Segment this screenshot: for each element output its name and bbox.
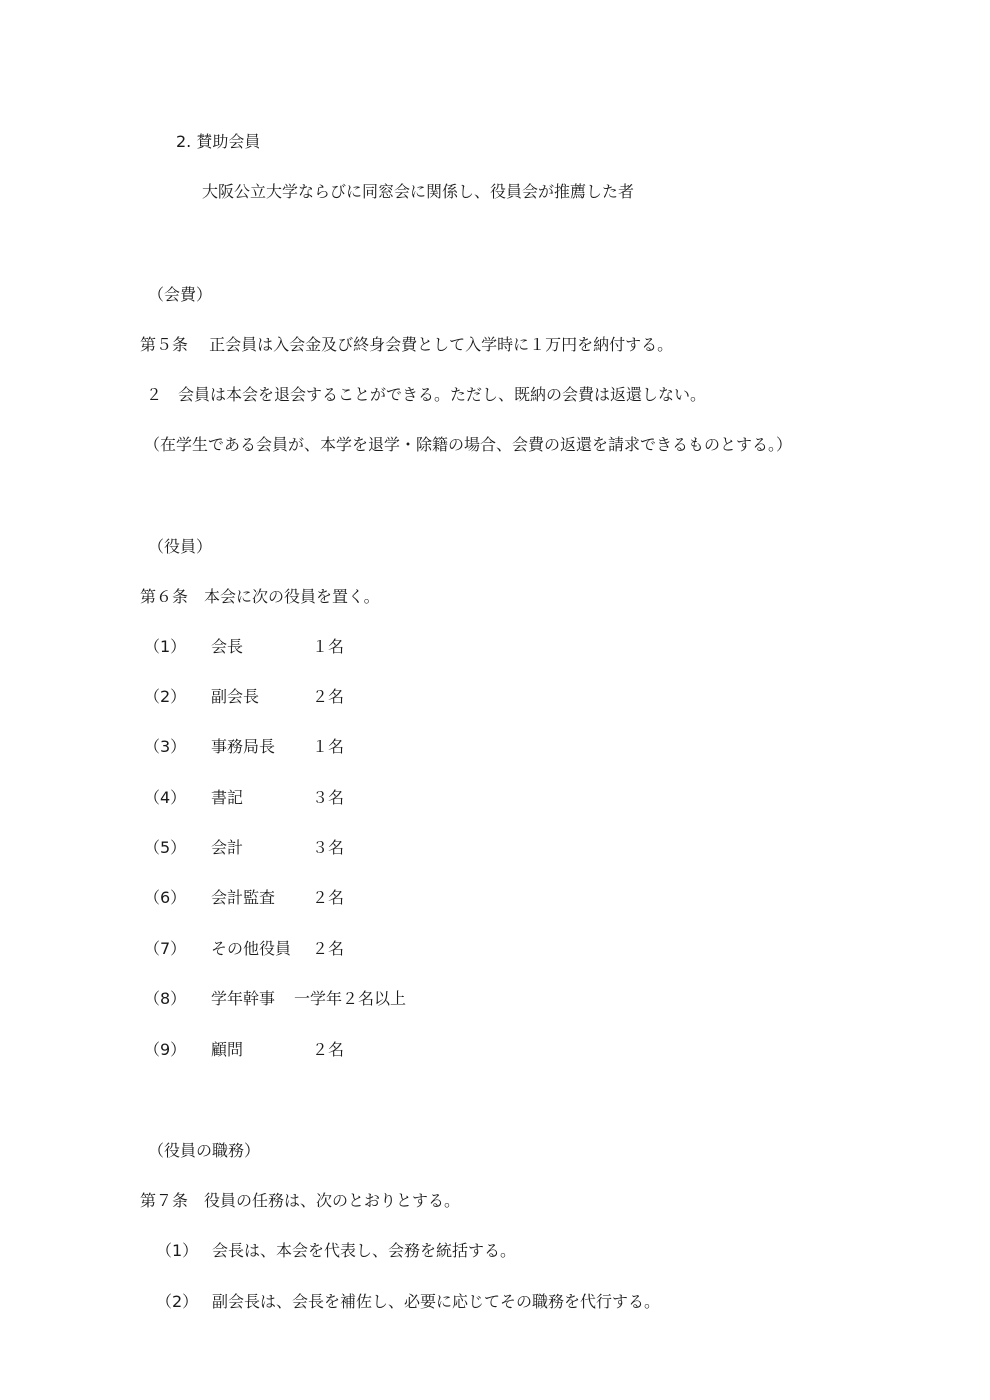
officer-count: １名 (312, 737, 345, 756)
fees-heading: （会費） (148, 285, 213, 304)
officers-heading: （役員） (148, 537, 213, 556)
fees-note: （在学生である会員が、本学を退学・除籍の場合、会費の返還を請求できるものとする。） (144, 435, 793, 454)
officer-number: （2） (144, 687, 187, 706)
officer-count: １名 (312, 637, 345, 656)
article-7: 第７条 役員の任務は、次のとおりとする。 (140, 1191, 461, 1210)
article-6: 第６条 本会に次の役員を置く。 (140, 587, 380, 606)
officer-number: （8） (144, 989, 187, 1008)
officer-count: ２名 (312, 1040, 345, 1059)
officer-count: ３名 (312, 838, 345, 857)
officer-count: ３名 (312, 788, 345, 807)
officer-number: （4） (144, 788, 187, 807)
officer-role: 会計監査 (211, 888, 276, 907)
article-5-clause-2: ２ 会員は本会を退会することができる。ただし、既納の会費は返還しない。 (146, 385, 707, 404)
officer-count: ２名 (312, 687, 345, 706)
officer-number: （1） (144, 637, 187, 656)
officer-role: その他役員 (211, 939, 292, 958)
officer-role: 学年幹事 (211, 989, 276, 1008)
officer-role: 会長 (211, 637, 244, 656)
officer-number: （6） (144, 888, 187, 907)
officer-number: （3） (144, 737, 187, 756)
officer-number: （7） (144, 939, 187, 958)
duty-number: （2） (156, 1292, 199, 1311)
officer-count: 一学年２名以上 (294, 989, 407, 1008)
article-5: 第５条 正会員は入会金及び終身会費として入学時に１万円を納付する。 (140, 335, 674, 354)
duty-text: 副会長は、会長を補佐し、必要に応じてその職務を代行する。 (212, 1292, 661, 1311)
duty-number: （1） (156, 1241, 199, 1260)
officer-role: 副会長 (211, 687, 260, 706)
officer-role: 事務局長 (211, 737, 276, 756)
officer-count: ２名 (312, 939, 345, 958)
officer-role: 顧問 (211, 1040, 244, 1059)
officer-number: （9） (144, 1040, 187, 1059)
duty-text: 会長は、本会を代表し、会務を統括する。 (212, 1241, 517, 1260)
officer-number: （5） (144, 838, 187, 857)
supporting-member-heading: 2. 賛助会員 (176, 132, 261, 151)
officer-role: 会計 (211, 838, 244, 857)
duties-heading: （役員の職務） (148, 1141, 261, 1160)
officer-count: ２名 (312, 888, 345, 907)
officer-role: 書記 (211, 788, 244, 807)
supporting-member-description: 大阪公立大学ならびに同窓会に関係し、役員会が推薦した者 (202, 182, 635, 201)
